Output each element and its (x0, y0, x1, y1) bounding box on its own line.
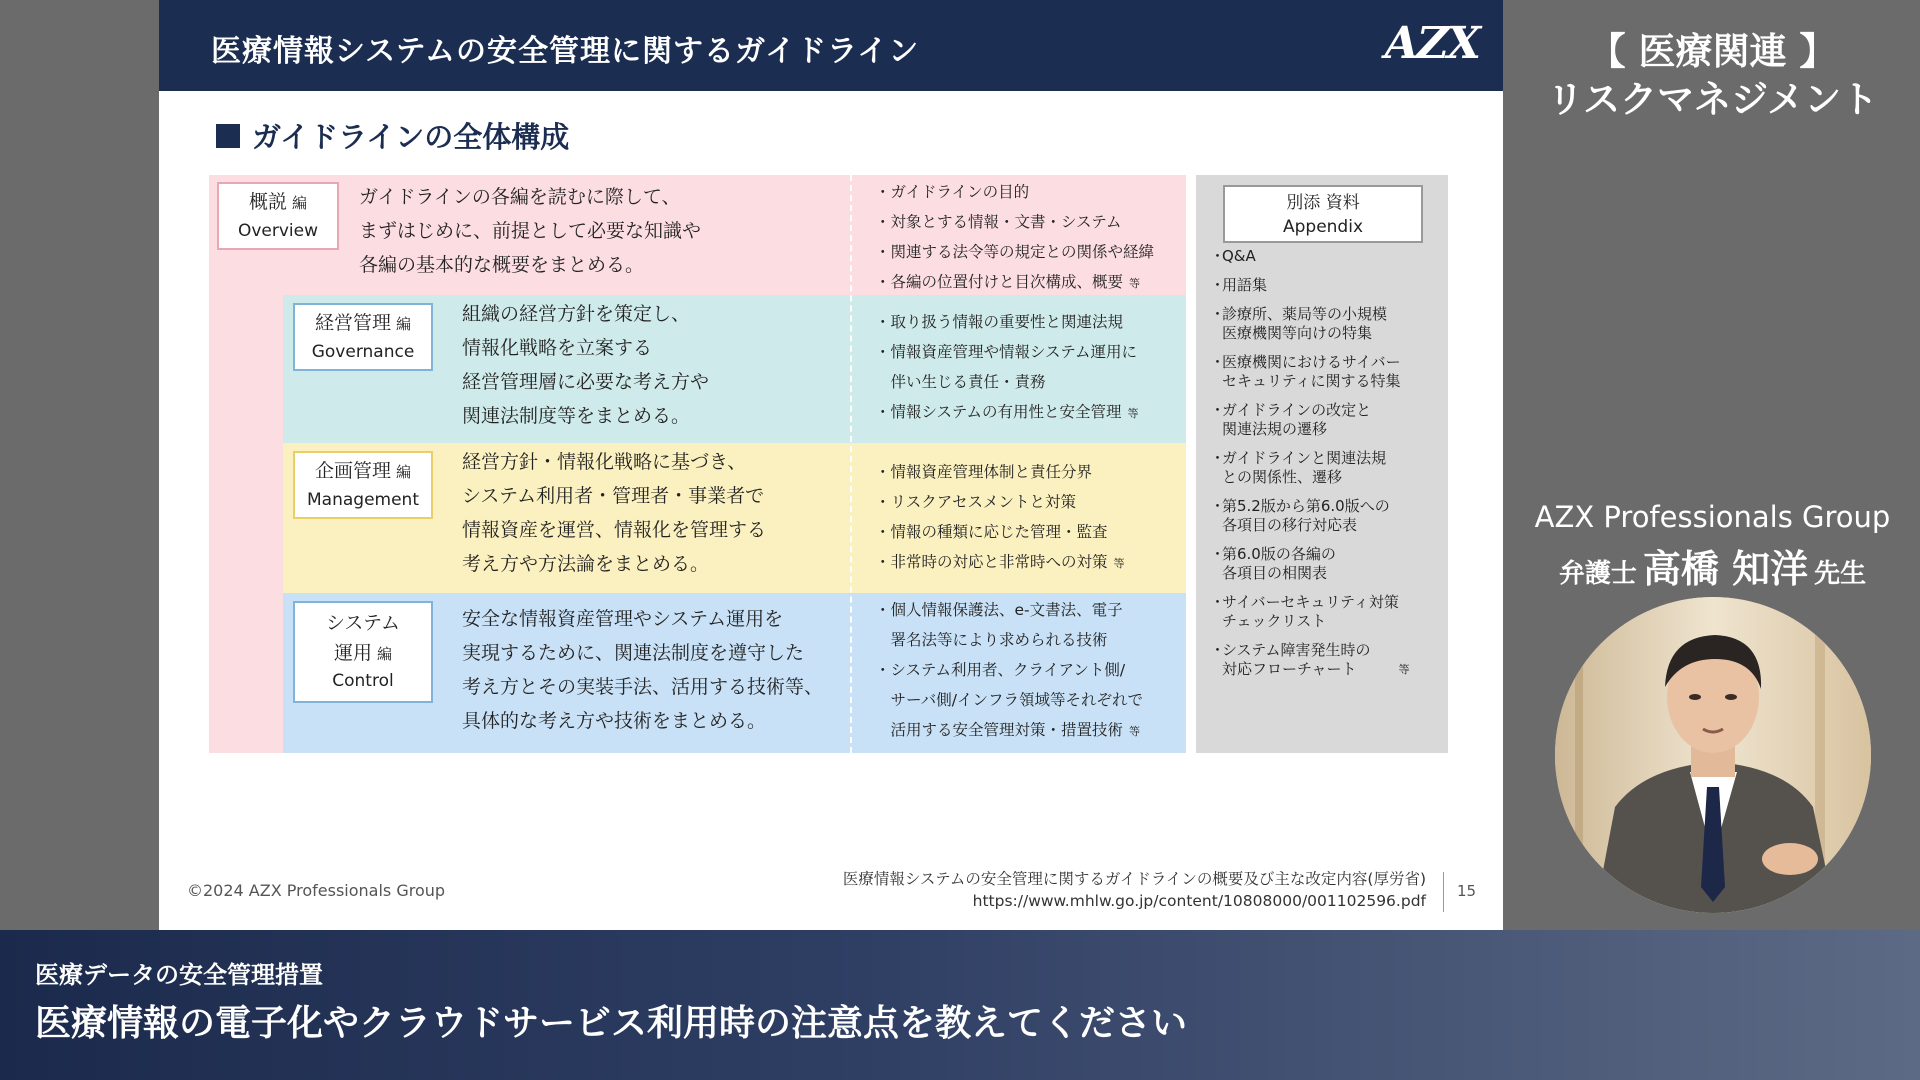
bullet-icon: ・ (1210, 401, 1226, 419)
control-label (293, 601, 433, 703)
presenter-photo-icon (1555, 597, 1871, 913)
appendix-item (1210, 497, 1410, 535)
management-item-text: ・非常時の対応と非常時への対策 (875, 553, 1108, 571)
appendix-item (1210, 545, 1410, 583)
presenter-name (1505, 538, 1920, 593)
management-desc-line: 経営方針・情報化戦略に基づき、 (462, 451, 747, 473)
bullet-icon: ・ (1210, 593, 1226, 611)
management-description (462, 445, 766, 581)
control-desc-line: 具体的な考え方や技術をまとめる。 (462, 710, 767, 732)
etc-mark: 等 (1129, 725, 1141, 738)
presenter-video (1555, 597, 1871, 913)
overview-item (875, 267, 1154, 299)
control-item: ・システム利用者、クライアント側/ (875, 661, 1126, 679)
governance-description (462, 297, 709, 433)
control-item (875, 715, 1143, 747)
governance-item: 伴い生じる責任・責務 (875, 373, 1046, 391)
control-label-suffix: 編 (377, 644, 393, 663)
management-label-jp: 企画管理 (314, 460, 391, 483)
overview-items (875, 177, 1154, 299)
control-desc-line: 考え方とその実装手法、活用する技術等、 (462, 676, 824, 698)
control-desc-line: 安全な情報資産管理やシステム運用を (462, 608, 784, 630)
copyright: ©2024 AZX Professionals Group (187, 881, 446, 900)
control-items (875, 595, 1143, 747)
overview-desc-line: まずはじめに、前提として必要な知識や (359, 220, 702, 242)
governance-label (293, 303, 433, 371)
source-title: 医療情報システムの安全管理に関するガイドラインの概要及び主な改定内容(厚労省) (842, 870, 1426, 888)
appendix-item (1210, 276, 1410, 295)
bullet-icon: ・ (1210, 353, 1226, 371)
slide (159, 0, 1503, 930)
appendix-item (1210, 401, 1410, 439)
source-url: https://www.mhlw.go.jp/content/10808000/001102596.pdf (972, 892, 1426, 910)
governance-desc-line: 情報化戦略を立案する (462, 337, 653, 359)
appendix-item-text: ガイドラインの改定と 関連法規の遷移 (1222, 401, 1372, 438)
presenter-name-text: 高橋 知洋 (1642, 547, 1809, 591)
etc-mark: 等 (1398, 663, 1410, 676)
appendix-item-text: ガイドラインと関連法規 との関係性、遷移 (1222, 449, 1387, 486)
topic-title-line2: リスクマネジメント (1546, 78, 1879, 121)
overview-item-text: ・各編の位置付けと目次構成、概要 (875, 273, 1124, 291)
governance-item: ・情報資産管理や情報システム運用に (875, 343, 1137, 361)
topic-title (1505, 28, 1920, 124)
governance-items (875, 307, 1138, 429)
appendix-item-text: 医療機関におけるサイバー セキュリティに関する特集 (1222, 353, 1401, 390)
appendix-item (1210, 593, 1410, 631)
bullet-icon: ・ (1210, 276, 1226, 294)
management-item: ・リスクアセスメントと対策 (875, 493, 1077, 511)
etc-mark: 等 (1113, 557, 1125, 570)
caption-subtitle: 医療データの安全管理措置 (35, 961, 323, 989)
bullet-icon: ・ (1210, 305, 1226, 323)
management-label (293, 451, 433, 519)
section-heading (216, 115, 569, 156)
governance-label-jp: 経営管理 (314, 312, 391, 335)
appendix-item-text: 診療所、薬局等の小規模 医療機関等向けの特集 (1222, 305, 1388, 342)
control-label-jp2: 運用 (333, 641, 372, 664)
page-separator (1443, 872, 1444, 912)
appendix-item-text: 第5.2版から第6.0版への 各項目の移行対応表 (1222, 497, 1390, 534)
appendix-item (1210, 247, 1410, 266)
overview-desc-line: ガイドラインの各編を読むに際して、 (359, 186, 681, 208)
governance-item (875, 397, 1138, 429)
overview-description (359, 180, 701, 282)
overview-item: ・ガイドラインの目的 (875, 183, 1030, 201)
appendix-title-en: Appendix (1282, 217, 1364, 237)
presenter-role: 弁護士 (1558, 559, 1637, 589)
presenter-org: AZX Professionals Group (1534, 500, 1891, 534)
appendix-item (1210, 641, 1410, 679)
appendix-item (1210, 449, 1410, 487)
bullet-icon: ・ (1210, 641, 1226, 659)
management-label-en: Management (307, 489, 419, 510)
overview-item: ・対象とする情報・文書・システム (875, 213, 1122, 231)
overview-item: ・関連する法令等の規定との関係や経緯 (875, 243, 1155, 261)
control-description (462, 602, 823, 738)
overview-label-jp: 概説 (248, 191, 287, 214)
governance-label-suffix: 編 (396, 315, 412, 334)
governance-label-en: Governance (311, 341, 415, 362)
control-item-text: 活用する安全管理対策・措置技術 (875, 721, 1124, 739)
appendix-title-jp: 別添 資料 (1286, 193, 1360, 213)
overview-label-suffix: 編 (292, 194, 308, 213)
appendix-list (1210, 247, 1410, 689)
control-item: 署名法等により求められる技術 (875, 631, 1108, 649)
overview-desc-line: 各編の基本的な概要をまとめる。 (359, 254, 645, 276)
management-items (875, 457, 1125, 579)
overview-label-en: Overview (237, 220, 319, 241)
management-item: ・情報資産管理体制と責任分界 (875, 463, 1093, 481)
etc-mark: 等 (1127, 407, 1139, 420)
control-label-en: Control (332, 671, 394, 692)
appendix-item (1210, 305, 1410, 343)
control-label-jp1: システム (325, 612, 401, 635)
management-label-suffix: 編 (396, 463, 412, 482)
bullet-icon: ・ (1210, 449, 1226, 467)
management-item (875, 547, 1125, 579)
appendix-item-text: 第6.0版の各編の 各項目の相関表 (1222, 545, 1336, 582)
appendix-item-text: 用語集 (1222, 276, 1268, 294)
appendix-panel (1196, 175, 1448, 753)
governance-desc-line: 組織の経営方針を策定し、 (462, 303, 691, 325)
azx-logo: AZX (1384, 18, 1479, 69)
etc-mark: 等 (1129, 277, 1141, 290)
control-item: サーバ側/インフラ領域等それぞれで (875, 691, 1143, 709)
governance-desc-line: 経営管理層に必要な考え方や (462, 371, 710, 393)
control-desc-line: 実現するために、関連法制度を遵守した (462, 642, 805, 664)
overview-label (217, 182, 339, 250)
caption-bar (0, 930, 1920, 1080)
source-citation (843, 868, 1426, 912)
management-desc-line: 考え方や方法論をまとめる。 (462, 553, 710, 575)
bullet-icon: ・ (1210, 497, 1226, 515)
governance-item: ・取り扱う情報の重要性と関連法規 (875, 313, 1124, 331)
management-item: ・情報の種類に応じた管理・監査 (875, 523, 1108, 541)
management-desc-line: 情報資産を運営、情報化を管理する (462, 519, 767, 541)
dashed-divider (850, 175, 852, 753)
square-bullet-icon (216, 124, 240, 148)
appendix-item-text: Q&A (1222, 247, 1256, 265)
presenter-honorific: 先生 (1814, 559, 1867, 589)
caption-title: 医療情報の電子化やクラウドサービス利用時の注意点を教えてください (35, 1003, 1188, 1044)
guideline-structure-diagram (209, 175, 1186, 753)
bullet-icon: ・ (1210, 545, 1226, 563)
section-heading-text: ガイドラインの全体構成 (252, 120, 570, 154)
appendix-item-text: システム障害発生時の 対応フローチャート (1222, 641, 1371, 678)
management-desc-line: システム利用者・管理者・事業者で (462, 485, 765, 507)
slide-title: 医療情報システムの安全管理に関するガイドライン (211, 34, 920, 69)
page-number: 15 (1457, 882, 1477, 900)
governance-desc-line: 関連法制度等をまとめる。 (462, 405, 691, 427)
appendix-title (1223, 185, 1423, 243)
governance-item-text: ・情報システムの有用性と安全管理 (875, 403, 1122, 421)
topic-title-line1: 【 医療関連 】 (1588, 30, 1837, 73)
bullet-icon: ・ (1210, 247, 1226, 265)
appendix-item-text: サイバーセキュリティ対策 チェックリスト (1222, 593, 1399, 630)
control-item: ・個人情報保護法、e-文書法、電子 (875, 601, 1123, 619)
appendix-item (1210, 353, 1410, 391)
slide-header (159, 0, 1503, 91)
